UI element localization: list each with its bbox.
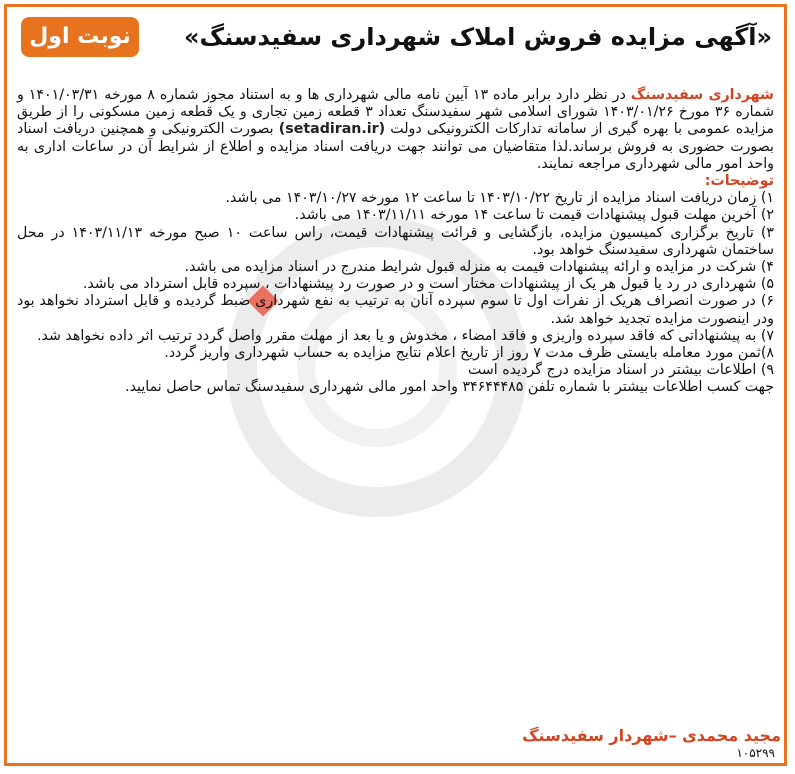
signature: مجید محمدی –شهردار سفیدسنگ bbox=[522, 726, 781, 745]
note-item: جهت کسب اطلاعات بیشتر با شماره تلفن ۳۴۶۴۴۴۸۵ واحد امور مالی شهرداری سفیدسنگ تماس حاصل نمایید. bbox=[125, 379, 774, 396]
round-badge: نوبت اول bbox=[21, 17, 139, 57]
notice-body bbox=[17, 87, 774, 747]
intro-text-end: بصورت الکترونیکی و همچنین دریافت اسناد بصورت حضوری به فروش برساند.لذا متقاضیان می توانند جهت دریافت اسناد مزایده و اطلاع از شرایط آن در ساعات اداری به واحد امور مالی شهرداری مراجعه نمایند. bbox=[17, 121, 774, 172]
intro-lead: شهرداری سفیدسنگ bbox=[630, 87, 774, 103]
note-item: ۷) به پیشنهاداتی که فاقد سپرده واریزی و فاقد امضاء ، مخدوش و یا بعد از مهلت مقرر واصل گردد ترتیب اثر داده نخواهد شد. bbox=[37, 327, 774, 344]
note-item: ۶) در صورت انصراف هریک از نفرات اول تا سوم سپرده آنان به ترتیب به نفع شهرداری ضبط گردیده و قابل استرداد نخواهد بود ودر اینصورت مزایده تجدید خواهد شد. bbox=[17, 293, 774, 327]
note-item: ۹) اطلاعات بیشتر در اسناد مزایده درج گردیده است bbox=[467, 362, 774, 379]
note-item: ۵) شهرداری در رد یا قبول هر یک از پیشنهادات مختار است و در صورت رد پیشنهادات ، سپرده قابل استرداد می باشد. bbox=[82, 276, 774, 293]
note-item: ۲) آخرین مهلت قبول پیشنهادات قیمت تا ساعت ۱۴ مورخه ۱۴۰۳/۱۱/۱۱ می باشد. bbox=[294, 207, 774, 224]
intro-paragraph bbox=[17, 87, 774, 173]
note-item: ۱) زمان دریافت اسناد مزایده از تاریخ ۱۴۰۳/۱۰/۲۲ تا ساعت ۱۲ مورخه ۱۴۰۳/۱۰/۲۷ می باشد. bbox=[225, 190, 774, 207]
intro-text: در نظر دارد برابر ماده ۱۳ آیین نامه مالی شهرداری ها و به استناد مجوز شماره ۸ مورخه ۱۴۰۱/۰۳/۳۱ و شماره ۳۶ مورخ ۱۴۰۳/۰۱/۲۶ شورای اسلامی شهر سفیدسنگ تعداد ۳ قطعه زمین تجاری و یک قطعه زمین مسکونی را از طریق مزایده عمومی با بهره گیری از سامانه تدارکات الکترونیکی دولت bbox=[17, 87, 775, 138]
note-item: ۴) شرکت در مزایده و ارائه پیشنهادات قیمت به منزله قبول شرایط مندرج در اسناد مزایده می باشد. bbox=[184, 259, 774, 276]
notice-title: «آگهی مزایده فروش املاک شهرداری سفیدسنگ» bbox=[184, 23, 772, 51]
note-item: ۸)ثمن مورد معامله بایستی ظرف مدت ۷ روز از تاریخ اعلام نتایج مزایده به حساب شهرداری واریز گردد. bbox=[164, 345, 774, 362]
notes-heading: توضیحات: bbox=[704, 173, 774, 190]
notice-header bbox=[7, 7, 784, 63]
notice-frame bbox=[4, 4, 787, 766]
ad-code: ۱۰۵۲۹۹ bbox=[736, 746, 775, 760]
note-item: ۳) تاریخ برگزاری کمیسیون مزایده، بازگشایی و قرائت پیشنهادات قیمت، راس ساعت ۱۰ صبح مورخه ۱۴۰۳/۱۱/۱۳ در محل ساختمان شهرداری سفیدسنگ خواهد بود. bbox=[17, 224, 774, 258]
setadiran-link: (setadiran.ir) bbox=[278, 121, 386, 138]
